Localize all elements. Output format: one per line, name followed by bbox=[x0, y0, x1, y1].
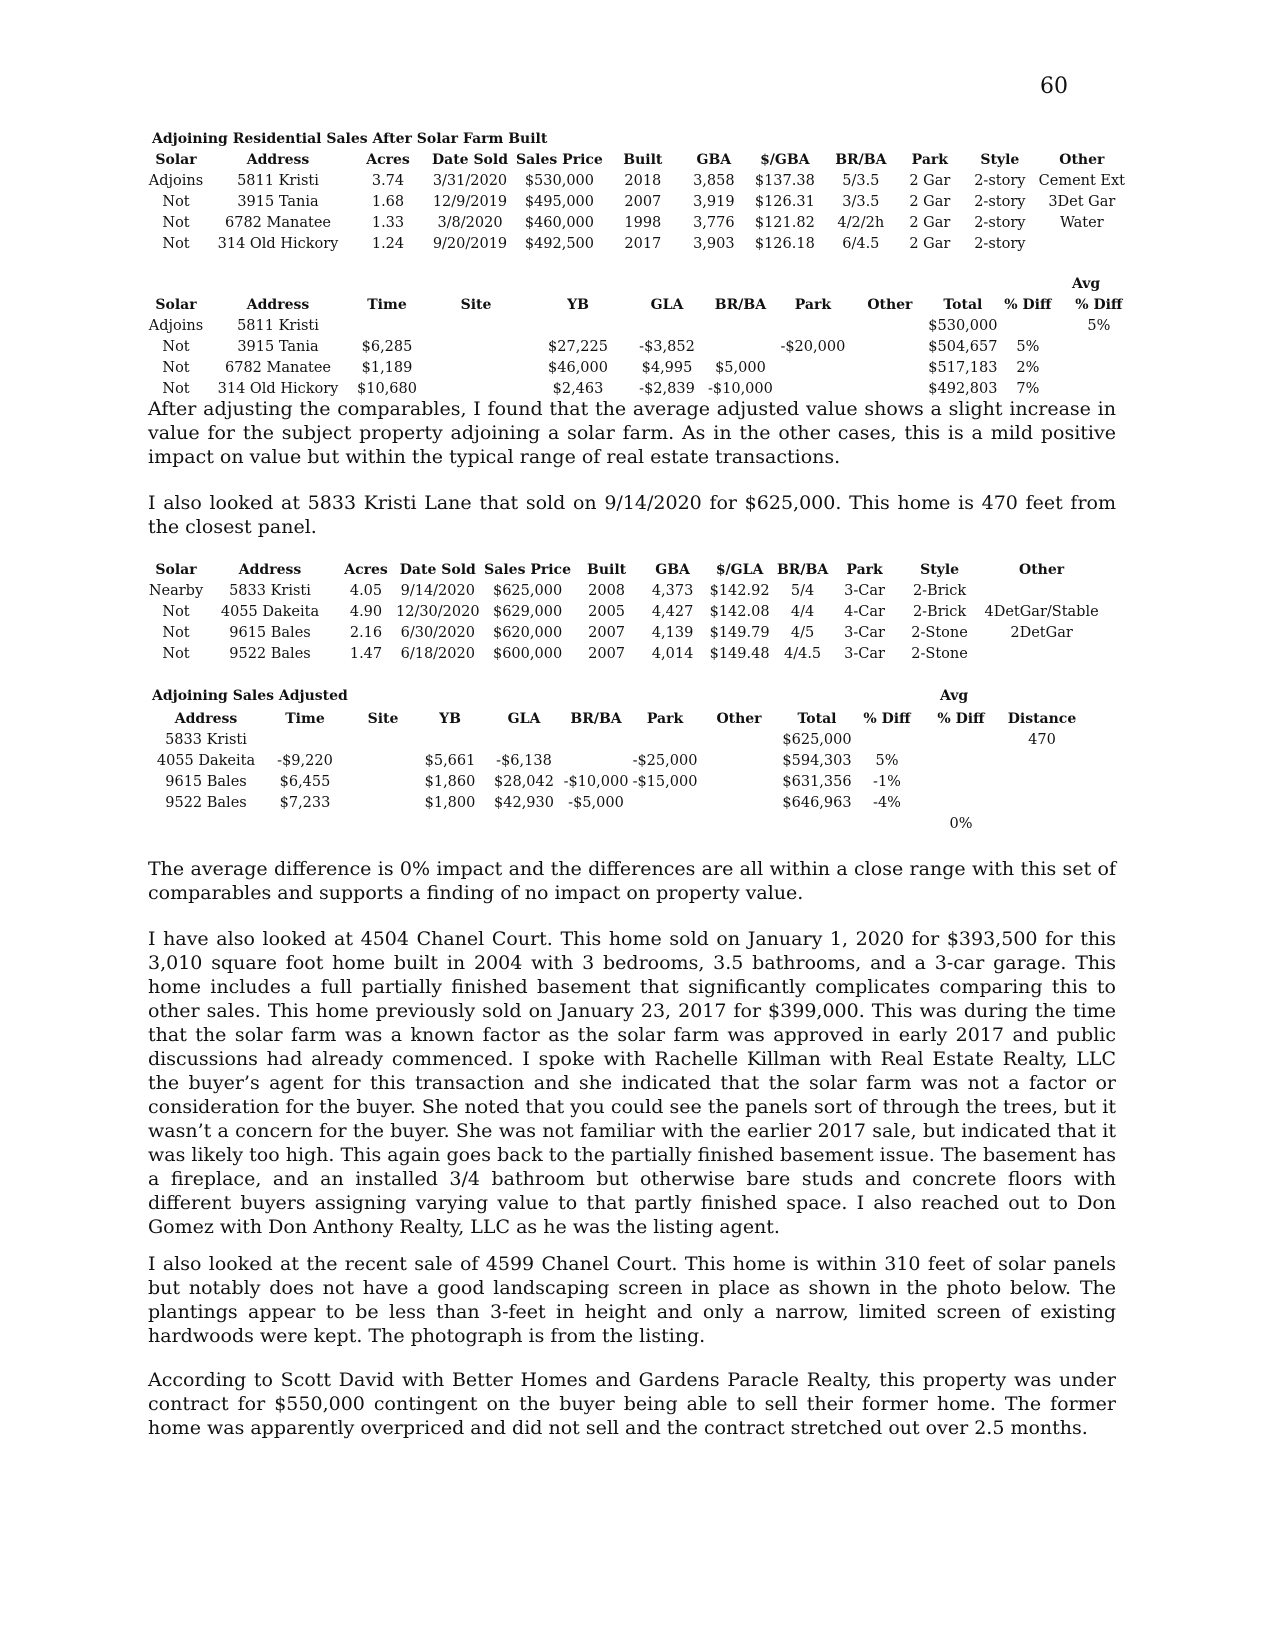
table-cell: 2-Stone bbox=[911, 645, 968, 662]
table-cell: 3/8/2020 bbox=[437, 214, 503, 231]
table-cell bbox=[1004, 792, 1080, 813]
table-cell: 6782 Manatee bbox=[225, 359, 331, 376]
table-cell: 4/2/2h bbox=[837, 214, 885, 231]
table-cell: 5/4 bbox=[790, 582, 815, 599]
table-cell bbox=[352, 771, 414, 792]
table-cell: $492,803 bbox=[928, 380, 998, 397]
table-row bbox=[148, 191, 1127, 212]
table-cell bbox=[853, 378, 927, 399]
table-cell: 2018 bbox=[624, 172, 662, 189]
table-cell: $142.08 bbox=[709, 603, 770, 620]
table-cell bbox=[630, 792, 700, 813]
table-cell: 1.68 bbox=[371, 193, 405, 210]
table4-title: Adjoining Sales Adjusted bbox=[152, 688, 348, 704]
table-cell: 470 bbox=[1028, 731, 1056, 748]
table-cell: 4055 Dakeita bbox=[220, 603, 320, 620]
table-row bbox=[148, 212, 1127, 233]
table1-title: Adjoining Residential Sales After Solar Farm Built bbox=[152, 131, 548, 147]
table-cell bbox=[414, 813, 486, 834]
table-cell bbox=[773, 357, 853, 378]
table-cell: 2-Stone bbox=[911, 624, 968, 641]
table-cell bbox=[414, 729, 486, 750]
table-cell: $530,000 bbox=[928, 317, 998, 334]
table-cell bbox=[853, 336, 927, 357]
table-row bbox=[154, 771, 1080, 792]
table-cell: $5,661 bbox=[424, 752, 476, 769]
adjusted-sales-table bbox=[148, 294, 1141, 399]
column-header: Address bbox=[246, 151, 310, 168]
table-cell: 2 Gar bbox=[909, 235, 951, 252]
table-cell bbox=[700, 771, 778, 792]
column-header: Style bbox=[920, 561, 960, 578]
table-cell: $646,963 bbox=[782, 794, 852, 811]
table-cell: 5% bbox=[1016, 338, 1040, 355]
table-cell: 2.16 bbox=[349, 624, 383, 641]
table4-wrapper bbox=[154, 708, 1080, 834]
table-cell: Not bbox=[162, 380, 190, 397]
table-cell bbox=[1037, 233, 1127, 254]
table2-wrapper bbox=[148, 294, 1141, 399]
table-cell: $517,183 bbox=[928, 359, 998, 376]
table-cell bbox=[856, 813, 918, 834]
table-cell bbox=[700, 792, 778, 813]
column-header: YB bbox=[439, 710, 461, 727]
table-cell: $600,000 bbox=[492, 645, 563, 662]
table-cell: $2,463 bbox=[552, 380, 604, 397]
paragraph-4504-chanel: I have also looked at 4504 Chanel Court. This home sold on January 1, 2020 for $393,500 for this 3,010 square foot home built in 2004 with 3 bedrooms, 3.5 bathrooms, and a 3-car garage. This home includes a full partially finished basement that significantly complicates comparing this to other sales. This home previously sold on January 23, 2017 for $399,000. This was during the time that the solar farm was a known factor as the solar farm was approved in early 2017 and public discussions had already commenced. I spoke with Rachelle Killman with Real Estate Realty, LLC the buyer’s agent for this transaction and she indicated that the solar farm was not a factor or consideration for the buyer. She noted that you could see the panels sort of through the trees, but it wasn’t a concern for the buyer. She was not familiar with the earlier 2017 sale, but indicated that it was likely too high. This again goes back to the partially finished basement issue. The basement has a fireplace, and an installed 3/4 bathroom but otherwise bare studs and concrete floors with different buyers assigning varying value to that partly finished space. I also reached out to Don Gomez with Don Anthony Realty, LLC as he was the listing agent. bbox=[148, 928, 1116, 1238]
table-cell: 4-Car bbox=[844, 603, 885, 620]
table-cell: 4,373 bbox=[651, 582, 694, 599]
table-cell: -$25,000 bbox=[632, 752, 698, 769]
table-row bbox=[148, 170, 1127, 191]
table-cell: Adjoins bbox=[148, 172, 204, 189]
table-cell bbox=[1057, 378, 1141, 399]
column-header: Built bbox=[587, 561, 627, 578]
table-cell bbox=[626, 315, 708, 336]
table-cell: 4.05 bbox=[349, 582, 383, 599]
column-header: Other bbox=[1059, 151, 1105, 168]
table-cell bbox=[630, 813, 700, 834]
table-cell: $42,930 bbox=[494, 794, 554, 811]
table-cell: 2005 bbox=[588, 603, 626, 620]
column-header: Address bbox=[238, 561, 302, 578]
table4-avg-label: Avg bbox=[940, 688, 969, 704]
column-header: Time bbox=[285, 710, 325, 727]
column-header: GBA bbox=[655, 561, 690, 578]
table-cell bbox=[154, 813, 258, 834]
table-cell: 2-story bbox=[974, 193, 1026, 210]
column-header: Site bbox=[460, 296, 492, 313]
table2-avg-label: Avg bbox=[1072, 276, 1101, 292]
column-header: Address bbox=[174, 710, 238, 727]
table-cell: -$6,138 bbox=[496, 752, 552, 769]
table-cell bbox=[853, 315, 927, 336]
table-cell: 9522 Bales bbox=[165, 794, 247, 811]
column-header: Site bbox=[367, 710, 399, 727]
table-cell bbox=[1004, 813, 1080, 834]
table-cell: 9/20/2019 bbox=[432, 235, 508, 252]
table-cell: 3/3.5 bbox=[842, 193, 880, 210]
table-cell: 9522 Bales bbox=[229, 645, 311, 662]
table-row bbox=[154, 729, 1080, 750]
column-header: Sales Price bbox=[484, 561, 571, 578]
table-cell: 5% bbox=[1087, 317, 1111, 334]
table-cell: 9615 Bales bbox=[229, 624, 311, 641]
table-cell: $6,455 bbox=[279, 773, 331, 790]
table-cell: 3Det Gar bbox=[1048, 193, 1116, 210]
table-cell: Cement Ext bbox=[1038, 172, 1126, 189]
table-cell: $7,233 bbox=[279, 794, 331, 811]
table-cell bbox=[486, 813, 562, 834]
table-cell bbox=[352, 813, 414, 834]
column-header: GBA bbox=[696, 151, 732, 168]
column-header: $/GLA bbox=[715, 561, 764, 578]
table-cell bbox=[918, 729, 1004, 750]
table-cell: Water bbox=[1060, 214, 1104, 231]
table-cell: -4% bbox=[873, 794, 901, 811]
table-cell: $1,800 bbox=[424, 794, 476, 811]
table-cell: 9/14/2020 bbox=[400, 582, 475, 599]
table-cell: $530,000 bbox=[524, 172, 594, 189]
table-cell: $620,000 bbox=[492, 624, 563, 641]
table-cell: 0% bbox=[949, 815, 973, 832]
column-header: Date Sold bbox=[431, 151, 508, 168]
column-header: BR/BA bbox=[835, 151, 887, 168]
table-cell: 2007 bbox=[588, 645, 626, 662]
table-row bbox=[148, 315, 1141, 336]
table3-wrapper bbox=[148, 559, 1100, 664]
table-cell: 7% bbox=[1016, 380, 1040, 397]
table-cell: 4/5 bbox=[790, 624, 815, 641]
table-cell: $149.79 bbox=[709, 624, 770, 641]
table-cell: $625,000 bbox=[492, 582, 563, 599]
table-cell: $121.82 bbox=[754, 214, 815, 231]
table-cell bbox=[258, 729, 352, 750]
table-cell: 4,014 bbox=[651, 645, 694, 662]
table-cell bbox=[486, 729, 562, 750]
table-cell bbox=[773, 378, 853, 399]
table-cell: $28,042 bbox=[494, 773, 554, 790]
column-header: Park bbox=[911, 151, 948, 168]
table-cell: 2% bbox=[1016, 359, 1040, 376]
table-cell: 9615 Bales bbox=[165, 773, 247, 790]
table-cell: 2 Gar bbox=[909, 172, 951, 189]
table-cell bbox=[1057, 357, 1141, 378]
table-cell: Not bbox=[162, 235, 190, 252]
table-cell bbox=[999, 315, 1057, 336]
adjoining-sales-adjusted-table bbox=[154, 708, 1080, 834]
table-cell: 2-story bbox=[974, 214, 1026, 231]
table-cell: $142.92 bbox=[709, 582, 770, 599]
column-header: GLA bbox=[650, 296, 684, 313]
table-cell: -$10,000 bbox=[708, 380, 773, 397]
table-cell bbox=[352, 315, 422, 336]
column-header: BR/BA bbox=[714, 296, 767, 313]
table-cell: 1.47 bbox=[349, 645, 383, 662]
column-header: % Diff bbox=[937, 710, 985, 727]
table-cell: -$3,852 bbox=[639, 338, 695, 355]
table-cell: 4/4 bbox=[790, 603, 815, 620]
table-cell: 314 Old Hickory bbox=[217, 235, 339, 252]
table-row bbox=[148, 643, 1100, 664]
paragraph-contract: According to Scott David with Better Homes and Gardens Paracle Realty, this property was under contract for $550,000 contingent on the buyer being able to sell their former home. The former home was apparently overpriced and did not sell and the contract stretched out over 2.5 months. bbox=[148, 1369, 1116, 1439]
table-cell bbox=[1004, 750, 1080, 771]
table-cell: 2007 bbox=[588, 624, 626, 641]
table-cell: $10,680 bbox=[357, 380, 417, 397]
table-cell bbox=[708, 315, 773, 336]
table-cell: 3,903 bbox=[693, 235, 735, 252]
table-cell bbox=[853, 357, 927, 378]
table-cell bbox=[918, 750, 1004, 771]
column-header: Other bbox=[867, 296, 913, 313]
table-cell: -$15,000 bbox=[632, 773, 698, 790]
table-cell: Not bbox=[162, 603, 190, 620]
table-cell: -$9,220 bbox=[277, 752, 333, 769]
table-cell bbox=[352, 792, 414, 813]
column-header: Built bbox=[623, 151, 663, 168]
table-cell: Not bbox=[162, 624, 190, 641]
column-header: Solar bbox=[155, 296, 197, 313]
table-cell: $6,285 bbox=[361, 338, 413, 355]
table-cell: 12/30/2020 bbox=[396, 603, 480, 620]
table-cell: 2007 bbox=[624, 193, 662, 210]
table-cell: 6/4.5 bbox=[842, 235, 880, 252]
column-header: GLA bbox=[507, 710, 541, 727]
table-cell: -1% bbox=[873, 773, 901, 790]
table-row bbox=[148, 357, 1141, 378]
table-cell bbox=[352, 750, 414, 771]
column-header: Total bbox=[797, 710, 837, 727]
table-cell: $5,000 bbox=[715, 359, 766, 376]
table-cell bbox=[700, 750, 778, 771]
table-cell bbox=[562, 813, 630, 834]
table-cell bbox=[1004, 771, 1080, 792]
table-cell: 6782 Manatee bbox=[225, 214, 331, 231]
table-cell: $629,000 bbox=[492, 603, 563, 620]
table-cell bbox=[422, 378, 530, 399]
table-cell: $625,000 bbox=[782, 731, 852, 748]
table-cell bbox=[984, 643, 1100, 664]
table-cell bbox=[422, 336, 530, 357]
table-row bbox=[148, 580, 1100, 601]
column-header: BR/BA bbox=[776, 561, 829, 578]
nearby-sales-table bbox=[148, 559, 1100, 664]
table-cell bbox=[1057, 336, 1141, 357]
table-cell: $504,657 bbox=[928, 338, 998, 355]
table-row bbox=[154, 750, 1080, 771]
column-header: Other bbox=[716, 710, 762, 727]
table-cell bbox=[562, 729, 630, 750]
table-cell: -$10,000 bbox=[563, 773, 629, 790]
column-header: % Diff bbox=[1004, 296, 1052, 313]
table-cell: 2-story bbox=[974, 235, 1026, 252]
column-header: Time bbox=[367, 296, 407, 313]
table-cell: $492,500 bbox=[524, 235, 594, 252]
table-row bbox=[154, 813, 1080, 834]
paragraph-4599-chanel: I also looked at the recent sale of 4599 Chanel Court. This home is within 310 feet of solar panels but notably does not have a good landscaping screen in place as shown in the photo below. The plantings appear to be less than 3-feet in height and only a narrow, limited screen of existing hardwoods were kept. The photograph is from the listing. bbox=[148, 1253, 1116, 1347]
column-header: % Diff bbox=[1075, 296, 1123, 313]
table-cell: 2 Gar bbox=[909, 193, 951, 210]
table-cell: 2-Brick bbox=[912, 603, 967, 620]
table-cell: -$2,839 bbox=[639, 380, 695, 397]
column-header: Distance bbox=[1007, 710, 1077, 727]
table-cell: 2-story bbox=[974, 172, 1026, 189]
table-cell: 4DetGar/Stable bbox=[984, 603, 1099, 620]
column-header: % Diff bbox=[863, 710, 911, 727]
table-cell: Not bbox=[162, 214, 190, 231]
column-header: Total bbox=[943, 296, 983, 313]
table-row bbox=[148, 233, 1127, 254]
column-header: Solar bbox=[155, 561, 197, 578]
residential-sales-table bbox=[148, 149, 1127, 254]
column-header: Acres bbox=[366, 151, 410, 168]
column-header: Park bbox=[846, 561, 883, 578]
table-header-row bbox=[154, 708, 1080, 729]
paragraph-5833-kristi: I also looked at 5833 Kristi Lane that sold on 9/14/2020 for $625,000. This home is 470 feet from the closest panel. bbox=[148, 492, 1116, 538]
table-cell: 6/30/2020 bbox=[400, 624, 475, 641]
column-header: BR/BA bbox=[570, 710, 622, 727]
table-cell: 4.90 bbox=[349, 603, 383, 620]
table1-wrapper bbox=[148, 149, 1127, 254]
column-header: Solar bbox=[155, 151, 197, 168]
table-cell: 5811 Kristi bbox=[237, 172, 319, 189]
table-cell: Not bbox=[162, 359, 190, 376]
table-cell: 3915 Tania bbox=[237, 193, 319, 210]
table-cell: 4055 Dakeita bbox=[156, 752, 256, 769]
table-cell: Not bbox=[162, 645, 190, 662]
table-cell: $149.48 bbox=[709, 645, 770, 662]
table-cell: 3,776 bbox=[693, 214, 735, 231]
column-header: Park bbox=[646, 710, 684, 727]
column-header: Address bbox=[246, 296, 310, 313]
table-cell: 1.24 bbox=[371, 235, 405, 252]
table-cell: $1,189 bbox=[361, 359, 413, 376]
table-cell bbox=[562, 750, 630, 771]
column-header: Other bbox=[1019, 561, 1065, 578]
table-cell bbox=[708, 336, 773, 357]
table-cell: $4,995 bbox=[641, 359, 693, 376]
table-cell: $1,860 bbox=[424, 773, 476, 790]
table-cell: 4/4.5 bbox=[783, 645, 822, 662]
table-cell: $137.38 bbox=[754, 172, 815, 189]
table-cell: $495,000 bbox=[524, 193, 594, 210]
table-cell: Adjoins bbox=[148, 317, 204, 334]
table-cell: 1.33 bbox=[371, 214, 405, 231]
paragraph-adjusted-comparables: After adjusting the comparables, I found that the average adjusted value shows a slight increase in value for the subject property adjoining a solar farm. As in the other cases, this is a mild positive impact on value but within the typical range of real estate transactions. bbox=[148, 398, 1116, 468]
table-cell bbox=[856, 729, 918, 750]
table-cell: 3.74 bbox=[371, 172, 405, 189]
page-number: 60 bbox=[1040, 74, 1068, 99]
table-cell: 4,427 bbox=[651, 603, 694, 620]
table-cell bbox=[352, 729, 414, 750]
table-cell: 314 Old Hickory bbox=[217, 380, 339, 397]
table-cell: 3-Car bbox=[844, 645, 885, 662]
table-cell: -$20,000 bbox=[780, 338, 846, 355]
table-cell: 2017 bbox=[624, 235, 662, 252]
column-header: YB bbox=[567, 296, 589, 313]
table-cell: 5811 Kristi bbox=[237, 317, 319, 334]
table-cell: 5833 Kristi bbox=[229, 582, 311, 599]
table-cell bbox=[700, 729, 778, 750]
table-cell bbox=[984, 580, 1100, 601]
paragraph-average-difference: The average difference is 0% impact and the differences are all within a close range with this set of comparables and supports a finding of no impact on property value. bbox=[148, 858, 1116, 904]
table-cell: 4,139 bbox=[651, 624, 694, 641]
table-cell bbox=[918, 792, 1004, 813]
table-cell bbox=[630, 729, 700, 750]
table-header-row bbox=[148, 294, 1141, 315]
table-cell: 3915 Tania bbox=[237, 338, 319, 355]
table-cell bbox=[422, 357, 530, 378]
table-cell bbox=[773, 315, 853, 336]
table-row bbox=[148, 378, 1141, 399]
column-header: Park bbox=[794, 296, 832, 313]
table-cell: 6/18/2020 bbox=[400, 645, 475, 662]
table-cell: $27,225 bbox=[548, 338, 608, 355]
table-cell: 12/9/2019 bbox=[432, 193, 508, 210]
table-cell: $631,356 bbox=[782, 773, 852, 790]
table-cell: 1998 bbox=[624, 214, 662, 231]
table-cell bbox=[700, 813, 778, 834]
table-cell: $594,303 bbox=[782, 752, 852, 769]
table-cell bbox=[530, 315, 626, 336]
table-cell: $126.31 bbox=[754, 193, 815, 210]
table-row bbox=[148, 622, 1100, 643]
column-header: Style bbox=[980, 151, 1020, 168]
table-cell: $126.18 bbox=[754, 235, 815, 252]
table-cell bbox=[778, 813, 856, 834]
table-cell bbox=[422, 315, 530, 336]
table-cell: Not bbox=[162, 193, 190, 210]
table-cell bbox=[918, 771, 1004, 792]
table-cell: $46,000 bbox=[548, 359, 608, 376]
table-header-row bbox=[148, 559, 1100, 580]
table-row bbox=[148, 336, 1141, 357]
table-row bbox=[148, 601, 1100, 622]
table-cell: 5% bbox=[875, 752, 899, 769]
table-cell: Not bbox=[162, 338, 190, 355]
table-cell: 3,919 bbox=[693, 193, 735, 210]
table-cell: 5833 Kristi bbox=[165, 731, 247, 748]
table-cell bbox=[258, 813, 352, 834]
table-cell: 3-Car bbox=[844, 582, 885, 599]
table-header-row bbox=[148, 149, 1127, 170]
table-cell: 3-Car bbox=[844, 624, 885, 641]
table-cell: Nearby bbox=[148, 582, 204, 599]
column-header: Date Sold bbox=[399, 561, 476, 578]
table-cell: 2-Brick bbox=[912, 582, 967, 599]
table-cell: $460,000 bbox=[524, 214, 594, 231]
column-header: Sales Price bbox=[516, 151, 603, 168]
table-cell: 2008 bbox=[588, 582, 626, 599]
table-cell: 3/31/2020 bbox=[432, 172, 508, 189]
table-cell: -$5,000 bbox=[568, 794, 624, 811]
table-cell: 2DetGar bbox=[1010, 624, 1073, 641]
table-cell: 2 Gar bbox=[909, 214, 951, 231]
column-header: $/GBA bbox=[760, 151, 810, 168]
table-cell: 3,858 bbox=[693, 172, 735, 189]
column-header: Acres bbox=[344, 561, 388, 578]
table-row bbox=[154, 792, 1080, 813]
table-cell: 5/3.5 bbox=[842, 172, 880, 189]
